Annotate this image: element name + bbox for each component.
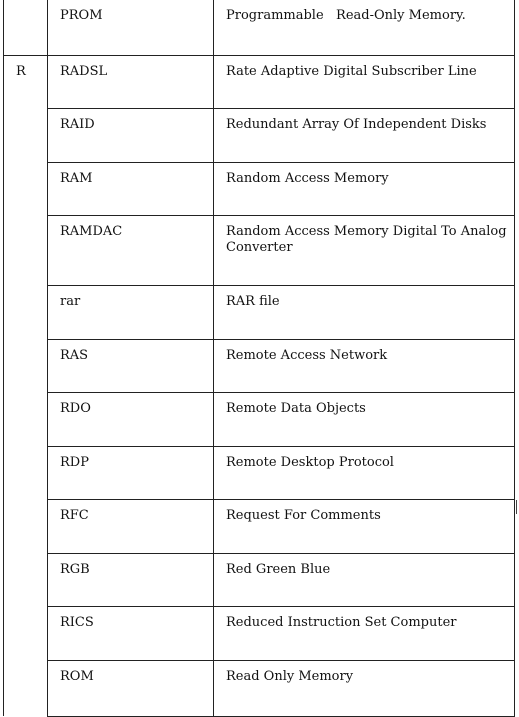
letter-cell	[4, 108, 48, 162]
letter-cell	[4, 606, 48, 660]
definition-cell: Request For Comments	[214, 499, 515, 553]
letter-cell	[4, 215, 48, 285]
table-row	[4, 446, 515, 499]
abbreviation-cell: RFC	[48, 499, 214, 553]
abbreviation-cell: RICS	[48, 606, 214, 660]
letter-cell	[4, 285, 48, 339]
table-row	[4, 499, 515, 553]
letter-cell	[4, 660, 48, 716]
abbreviation-cell: RAS	[48, 339, 214, 392]
abbreviation-cell: RDO	[48, 392, 214, 446]
definition-cell: Remote Access Network	[214, 339, 515, 392]
definition-cell: Random Access Memory Digital To Analog Converter	[214, 215, 515, 285]
table-row	[4, 606, 515, 660]
definition-cell: RAR file	[214, 285, 515, 339]
table-row	[4, 660, 515, 716]
table-row	[4, 215, 515, 285]
table-row	[4, 339, 515, 392]
letter-cell	[4, 553, 48, 606]
table-row	[4, 55, 515, 108]
abbreviation-cell: RAM	[48, 162, 214, 215]
definition-cell: Remote Desktop Protocol	[214, 446, 515, 499]
table-row	[4, 392, 515, 446]
abbreviation-cell: PROM	[48, 0, 214, 55]
abbreviation-cell: RDP	[48, 446, 214, 499]
letter-cell: R	[4, 55, 48, 108]
table-row	[4, 0, 515, 55]
definition-cell: Redundant Array Of Independent Disks	[214, 108, 515, 162]
table-row	[4, 162, 515, 215]
abbreviation-cell: RGB	[48, 553, 214, 606]
abbreviation-cell: ROM	[48, 660, 214, 716]
letter-cell	[4, 499, 48, 553]
letter-cell	[4, 0, 48, 55]
definition-cell: Red Green Blue	[214, 553, 515, 606]
table-row	[4, 285, 515, 339]
page-edge-mark	[516, 500, 517, 514]
abbreviation-table	[3, 0, 515, 717]
abbreviation-cell: RAMDAC	[48, 215, 214, 285]
letter-cell	[4, 339, 48, 392]
table-row	[4, 108, 515, 162]
letter-cell	[4, 392, 48, 446]
definition-cell: Read Only Memory	[214, 660, 515, 716]
abbreviation-cell: RADSL	[48, 55, 214, 108]
definition-cell: Rate Adaptive Digital Subscriber Line	[214, 55, 515, 108]
table-row	[4, 553, 515, 606]
definition-cell: Programmable Read-Only Memory.	[214, 0, 515, 55]
definition-cell: Random Access Memory	[214, 162, 515, 215]
definition-cell: Reduced Instruction Set Computer	[214, 606, 515, 660]
abbreviation-cell: rar	[48, 285, 214, 339]
letter-cell	[4, 162, 48, 215]
definition-cell: Remote Data Objects	[214, 392, 515, 446]
letter-cell	[4, 446, 48, 499]
abbreviation-cell: RAID	[48, 108, 214, 162]
